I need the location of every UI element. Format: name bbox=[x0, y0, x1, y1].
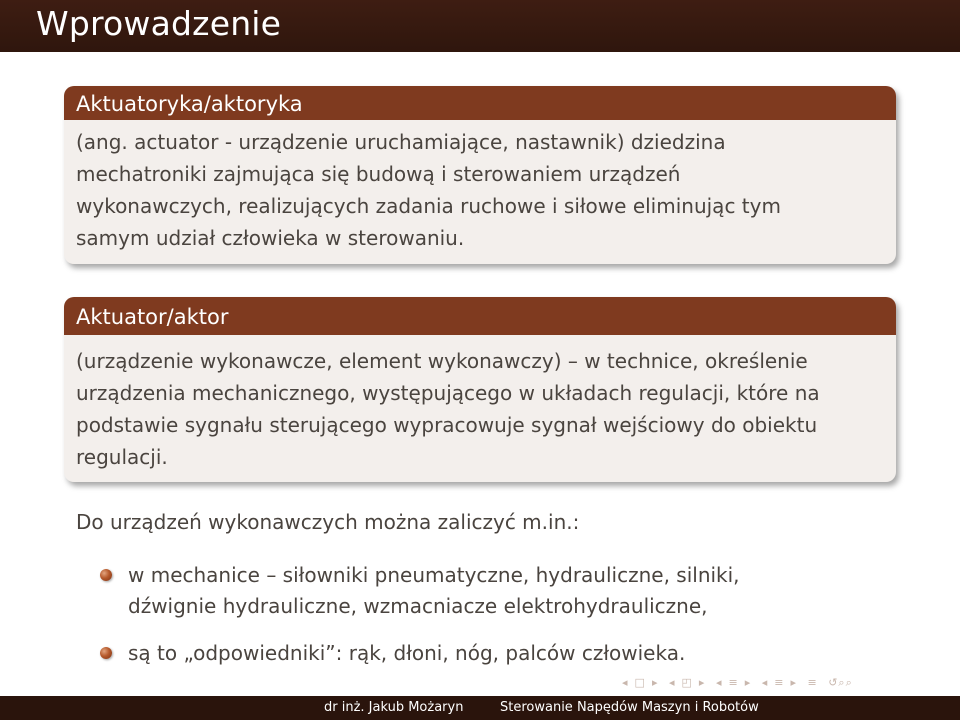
definition-block-aktuatoryka bbox=[64, 86, 896, 264]
block-line: wykonawczych, realizujących zadania ruchowe i siłowe eliminując tym bbox=[76, 194, 781, 218]
nav-section-back-icon[interactable]: ◂ bbox=[715, 676, 723, 689]
nav-subsection-forward-icon[interactable]: ▸ bbox=[698, 676, 706, 689]
nav-search-icon[interactable]: ↺⌕⌕ bbox=[828, 676, 853, 689]
nav-frame-back-icon[interactable]: ◂ bbox=[622, 676, 629, 689]
bullet-icon bbox=[100, 647, 112, 659]
bullet-list bbox=[100, 560, 880, 669]
list-item-line: w mechanice – siłowniki pneumatyczne, hydrauliczne, silniki, bbox=[128, 563, 740, 587]
block-line: samym udział człowieka w sterowaniu. bbox=[76, 226, 465, 250]
block-heading: Aktuator/aktor bbox=[64, 297, 896, 335]
nav-part-forward-icon[interactable]: ▸ bbox=[790, 676, 797, 689]
list-item bbox=[100, 560, 880, 622]
block-line: urządzenia mechanicznego, występującego w układach regulacji, które na bbox=[76, 381, 820, 405]
nav-frame-forward-icon[interactable]: ▸ bbox=[651, 676, 659, 689]
bullet-icon bbox=[100, 569, 112, 581]
block-line: podstawie sygnału sterującego wypracowuje sygnał wejściowy do obiektu bbox=[76, 413, 818, 437]
list-intro: Do urządzeń wykonawczych można zaliczyć m.in.: bbox=[76, 510, 580, 534]
nav-section-icon[interactable]: ≡ bbox=[728, 676, 739, 689]
block-line: mechatroniki zajmująca się budową i sterowaniem urządzeń bbox=[76, 162, 681, 186]
footer-course: Sterowanie Napędów Maszyn i Robotów bbox=[500, 700, 759, 715]
slide-title: Wprowadzenie bbox=[36, 4, 282, 43]
footer-author: dr inż. Jakub Możaryn bbox=[324, 700, 464, 715]
block-body bbox=[64, 120, 896, 262]
nav-subsection-back-icon[interactable]: ◂ bbox=[668, 676, 676, 689]
block-line: regulacji. bbox=[76, 445, 168, 469]
block-line: (urządzenie wykonawcze, element wykonawczy) – w technice, określenie bbox=[76, 349, 808, 373]
nav-part-back-icon[interactable]: ◂ bbox=[761, 676, 769, 689]
list-item-line: są to „odpowiedniki”: rąk, dłoni, nóg, palców człowieka. bbox=[128, 641, 686, 665]
definition-block-aktuator bbox=[64, 297, 896, 482]
list-item bbox=[100, 638, 880, 669]
block-body bbox=[64, 335, 896, 481]
beamer-navigation bbox=[622, 676, 859, 690]
nav-frame-icon[interactable]: □ bbox=[634, 676, 646, 689]
block-line: (ang. actuator - urządzenie uruchamiające, nastawnik) dziedzina bbox=[76, 130, 726, 154]
block-heading: Aktuatoryka/aktoryka bbox=[64, 86, 896, 120]
nav-part-icon[interactable]: ≡ bbox=[774, 676, 785, 689]
nav-section-forward-icon[interactable]: ▸ bbox=[744, 676, 752, 689]
slide-title-bar bbox=[0, 0, 960, 52]
slide-footer bbox=[0, 696, 960, 720]
nav-subsection-icon[interactable]: ◰ bbox=[681, 676, 693, 689]
list-item-line: dźwignie hydrauliczne, wzmacniacze elektrohydrauliczne, bbox=[128, 594, 708, 618]
nav-toc-icon[interactable]: ≡ bbox=[807, 676, 818, 689]
